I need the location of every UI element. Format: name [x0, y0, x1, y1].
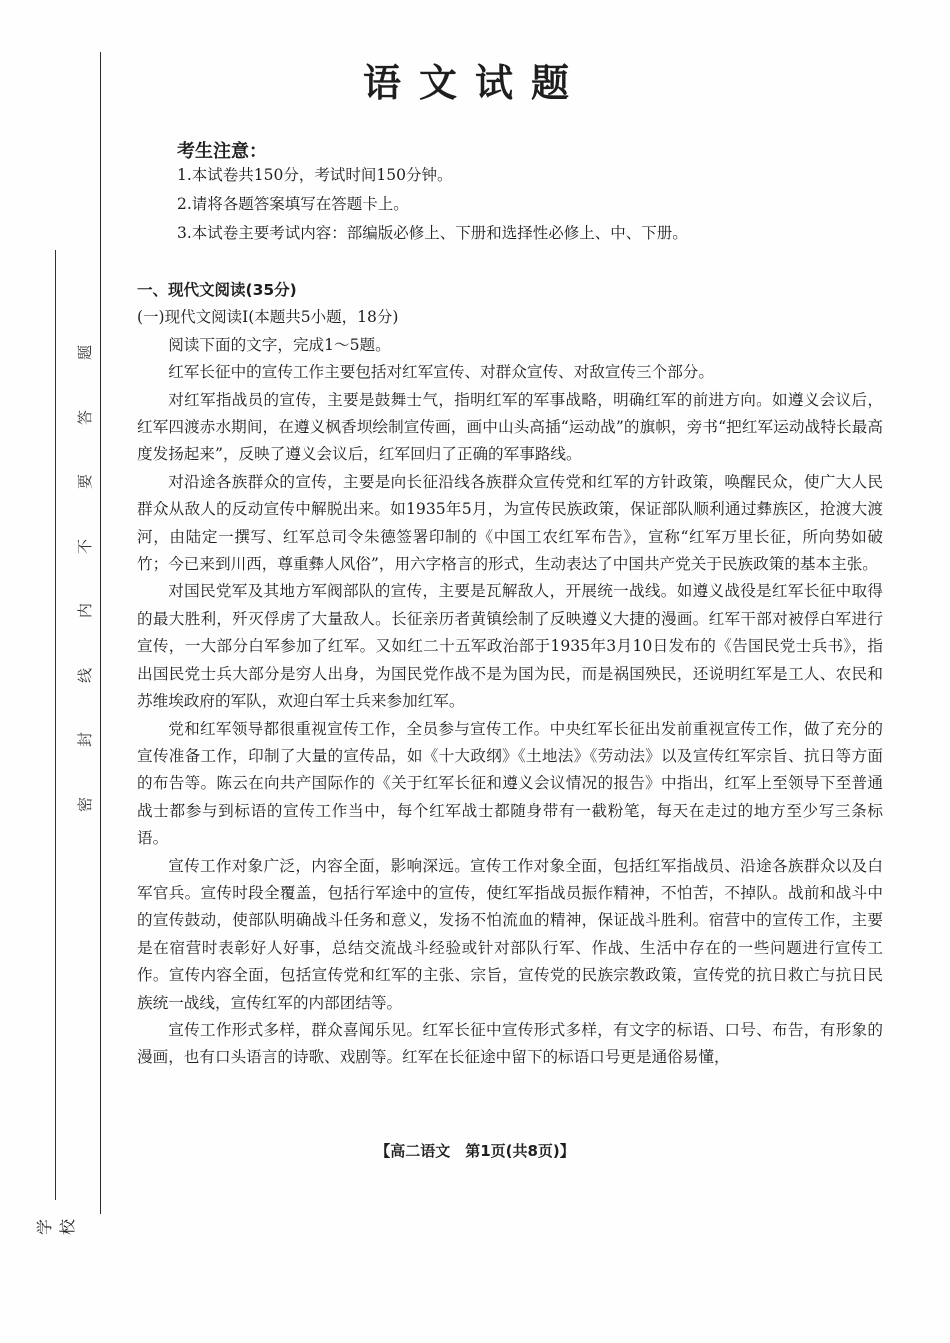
- binding-char: 题: [76, 344, 95, 361]
- binding-line: [100, 52, 101, 1214]
- page-footer: 【高二语文 第1页(共8页)】: [375, 1142, 575, 1160]
- passage-paragraph: 对国民党军及其地方军阀部队的宣传，主要是瓦解敌人，开展统一战线。如遵义战役是红军长征中取得的最大胜利，歼灭俘虏了大量敌人。长征亲历者黄镇绘制了反映遵义大捷的漫画。红军干部对被俘白军进行宣传，一大部分白军参加了红军。又如红二十五军政治部于1935年3月10日发布的《告国民党士兵书》，指出国民党士兵大部分是穷人出身，为国民党作战不是为国为民，而是祸国殃民，还说明红军是工人、农民和苏维埃政府的军队，欢迎白军士兵来参加红军。: [137, 582, 883, 711]
- page-title: 语文试题: [362, 61, 587, 105]
- binding-char: 不: [76, 538, 95, 554]
- notice-item: 3.本试卷主要考试内容：部编版必修上、下册和选择性必修上、中、下册。: [177, 224, 688, 242]
- notice-heading: 考生注意：: [177, 141, 267, 162]
- passage-paragraph: 对红军指战员的宣传，主要是鼓舞士气，指明红军的军事战略，明确红军的前进方向。如遵义会议后，红军四渡赤水期间，在遵义枫香坝绘制宣传画，画中山头高插“运动战”的旗帜，旁书“把红军运动战特长最高度发扬起来”，反映了遵义会议后，红军回归了正确的军事路线。: [137, 390, 883, 464]
- instruction: 阅读下面的文字，完成1～5题。: [168, 335, 391, 354]
- passage-paragraph: 宣传工作形式多样，群众喜闻乐见。红军长征中宣传形式多样，有文字的标语、口号、布告，有形象的漫画，也有口头语言的诗歌、戏剧等。红军在长征途中留下的标语口号更是通俗易懂，: [137, 1020, 883, 1067]
- passage-paragraph: 党和红军领导都很重视宣传工作，全员参与宣传工作。中央红军长征出发前重视宣传工作，做了充分的宣传准备工作，印制了大量的宣传品，如《十大政纲》《土地法》《劳动法》以及宣传红军宗旨、抗日等方面的布告等。陈云在向共产国际作的《关于红军长征和遵义会议情况的报告》中指出，红军上至领导下至普通战士都参与到标语的宣传工作当中，每个红军战士都随身带有一截粉笔，每天在走过的地方至少写三条标语。: [137, 719, 883, 848]
- passage-paragraph: 对沿途各族群众的宣传，主要是向长征沿线各族群众宣传党和红军的方针政策，唤醒民众，使广大人民群众从敌人的反动宣传中解脱出来。如1935年5月，为宣传民族政策，保证部队顺利通过彝族区，抢渡大渡河，由陆定一撰写、红军总司令朱德签署印制的《中国工农红军布告》，宣称“红军万里长征，所向势如破竹；今已来到川西，尊重彝人风俗”，用六字格言的形式，生动表达了中国共产党关于民族政策的基本主张。: [137, 472, 883, 574]
- notice-item: 1.本试卷共150分，考试时间150分钟。: [177, 166, 453, 184]
- binding-char: 内: [76, 602, 95, 619]
- subsection-heading: (一)现代文阅读Ⅰ(本题共5小题，18分): [137, 308, 399, 327]
- section-heading: 一、现代文阅读(35分): [137, 281, 297, 299]
- reading-section: [137, 277, 883, 1072]
- binding-char: 封: [76, 731, 95, 748]
- binding-char: 密: [76, 796, 95, 812]
- binding-char: 线: [76, 667, 95, 683]
- binding-warning: [74, 345, 98, 861]
- school-fill-line: [55, 250, 56, 1200]
- binding-char: 要: [76, 473, 95, 490]
- school-label: 学校: [35, 1219, 77, 1236]
- notice-item: 2.请将各题答案填写在答题卡上。: [177, 195, 409, 213]
- binding-char: 答: [76, 409, 95, 425]
- passage-paragraph: 宣传工作对象广泛，内容全面，影响深远。宣传工作对象全面，包括红军指战员、沿途各族群众以及白军官兵。宣传时段全覆盖，包括行军途中的宣传，使红军指战员振作精神，不怕苦，不掉队。战前和战斗中的宣传鼓动，使部队明确战斗任务和意义，发扬不怕流血的精神，保证战斗胜利。宿营中的宣传工作，主要是在宿营时表彰好人好事，总结交流战斗经验或针对部队行军、作战、生活中存在的一些问题进行宣传工作。宣传内容全面，包括宣传党和红军的主张、宗旨，宣传党的民族宗教政策，宣传党的抗日救亡与抗日民族统一战线，宣传红军的内部团结等。: [137, 856, 883, 1012]
- passage-paragraph: 红军长征中的宣传工作主要包括对红军宣传、对群众宣传、对敌宣传三个部分。: [168, 363, 714, 382]
- school-field: [35, 180, 77, 1236]
